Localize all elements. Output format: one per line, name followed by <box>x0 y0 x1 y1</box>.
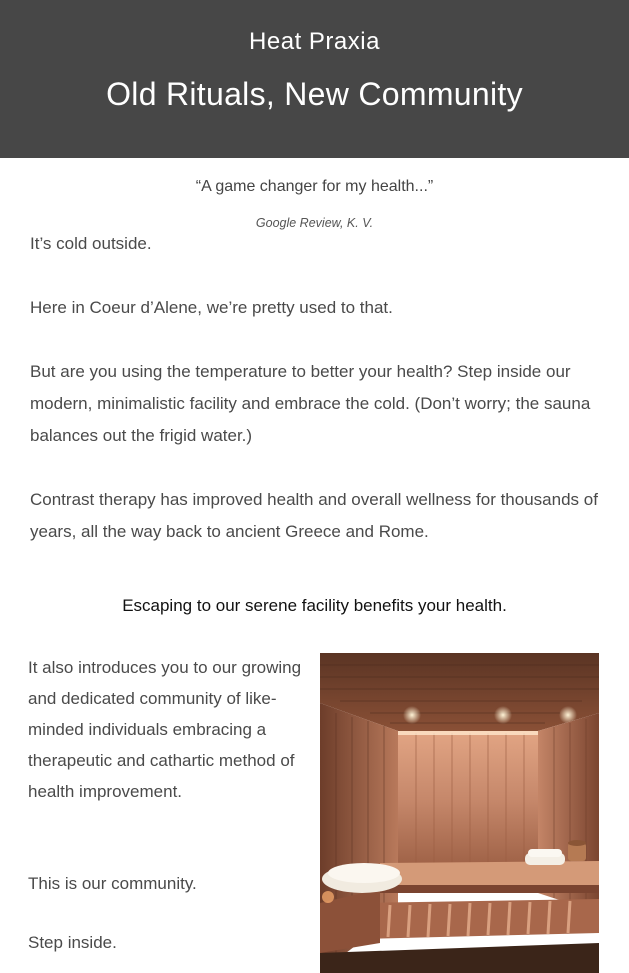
paragraph-temperature: But are you using the temperature to better your health? Step inside our modern, minimalistic facility and embrace the cold. (Don’t worry; the sauna balances out the frigid water.) <box>30 362 591 445</box>
hero-header <box>0 0 629 158</box>
step-inside-line: Step inside. <box>28 933 117 952</box>
paragraph-coeur-dalene: Here in Coeur d’Alene, we’re pretty used to that. <box>30 298 393 317</box>
sauna-illustration <box>320 653 599 973</box>
testimonial-citation: Google Review, K. V. <box>255 216 374 230</box>
paragraph-contrast-therapy: Contrast therapy has improved health and overall wellness for thousands of years, all the way back to ancient Greece and Rome. <box>30 490 598 541</box>
sauna-photo <box>320 653 599 973</box>
testimonial-quote: “A game changer for my health...” <box>195 178 434 195</box>
emphasis-line: Escaping to our serene facility benefits your health. <box>122 596 507 615</box>
paragraph-cold-outside: It’s cold outside. <box>30 234 152 253</box>
hero-tagline: Old Rituals, New Community <box>106 76 523 112</box>
community-intro: It also introduces you to our growing and dedicated community of like-minded individuals embracing a therapeutic and cathartic method of health improvement. <box>28 658 302 801</box>
brand-name: Heat Praxia <box>249 28 380 55</box>
community-line: This is our community. <box>28 874 197 893</box>
